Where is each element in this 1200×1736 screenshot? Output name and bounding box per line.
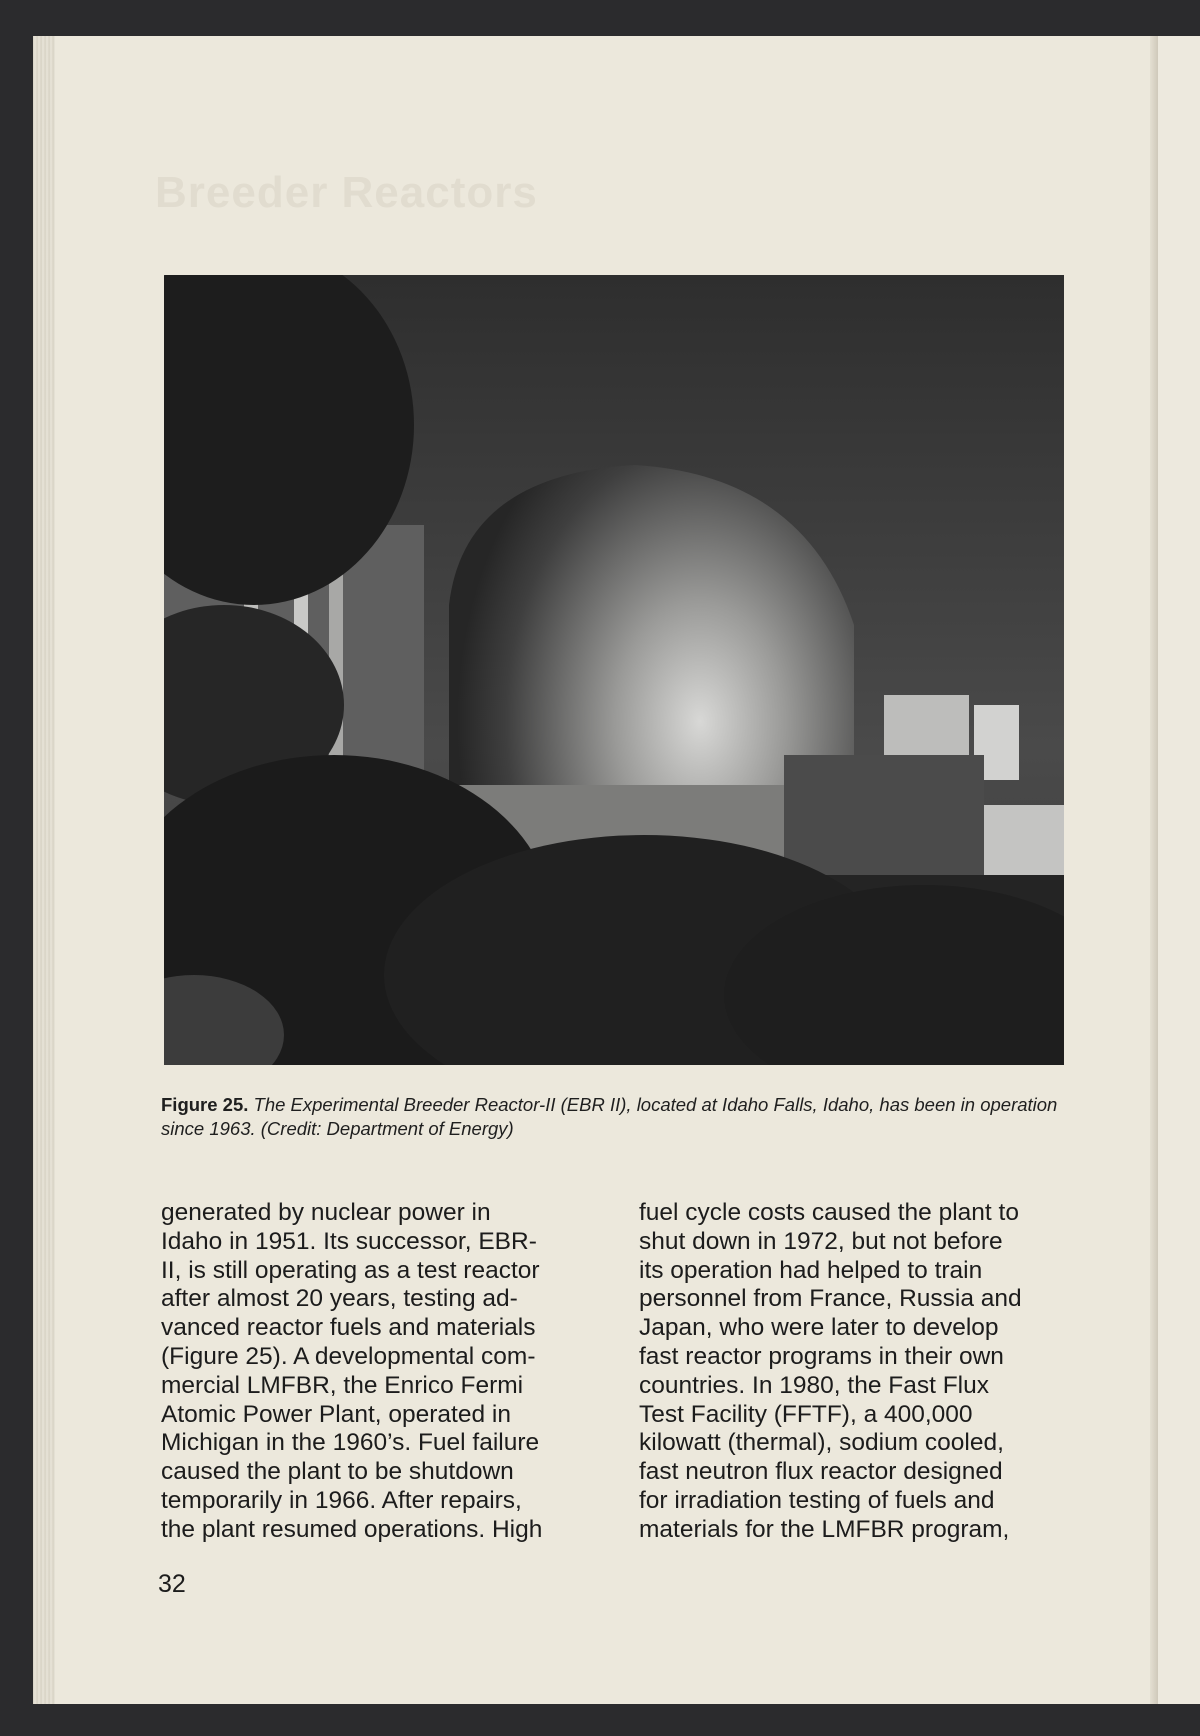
text-line: fast reactor programs in their own [639,1342,1004,1370]
text-line: temporarily in 1966. After repairs, [161,1486,522,1514]
gutter-shadow [1150,36,1158,1704]
text-line: Test Facility (FFTF), a 400,000 [639,1400,973,1428]
figure-caption [161,1093,1069,1141]
text-line: (Figure 25). A developmental com- [161,1342,536,1370]
text-line: caused the plant to be shutdown [161,1458,514,1486]
text-line: Idaho in 1951. Its successor, EBR- [161,1227,537,1255]
figure-label: Figure 25. [161,1094,249,1115]
facing-page-edge [1158,36,1200,1704]
text-line: after almost 20 years, testing ad- [161,1285,518,1313]
page-number: 32 [158,1570,186,1598]
text-line: kilowatt (thermal), sodium cooled, [639,1429,1004,1457]
reactor-photo [164,275,1064,1065]
text-line: Michigan in the 1960’s. Fuel failure [161,1429,540,1457]
text-line: shut down in 1972, but not before [639,1227,1003,1255]
text-line: vanced reactor fuels and materials [161,1314,536,1342]
text-line: materials for the LMFBR program, [639,1515,1010,1543]
page-edges [33,36,55,1704]
left-text-column [161,1199,542,1545]
text-line: fast neutron flux reactor designed [639,1458,1003,1486]
text-line: personnel from France, Russia and [639,1285,1022,1313]
text-line: mercial LMFBR, the Enrico Fermi [161,1371,524,1399]
text-line: its operation had helped to train [639,1256,983,1284]
right-text-column [639,1199,1022,1545]
text-line: countries. In 1980, the Fast Flux [639,1371,989,1399]
reactor-dome-photo-icon [164,275,1064,1065]
figure-caption-text: The Experimental Breeder Reactor-II (EBR II), located at Idaho Falls, Idaho, has been in operation since 1963. (Credit: Department of Energy) [161,1094,1058,1139]
bleed-through-heading: Breeder Reactors [155,168,538,217]
text-line: II, is still operating as a test reactor [161,1256,540,1284]
text-line: generated by nuclear power in [161,1199,491,1226]
text-line: Japan, who were later to develop [639,1314,999,1342]
text-line: Atomic Power Plant, operated in [161,1400,511,1428]
text-line: fuel cycle costs caused the plant to [639,1199,1019,1226]
text-line: for irradiation testing of fuels and [639,1486,995,1514]
text-line: the plant resumed operations. High [161,1515,543,1543]
